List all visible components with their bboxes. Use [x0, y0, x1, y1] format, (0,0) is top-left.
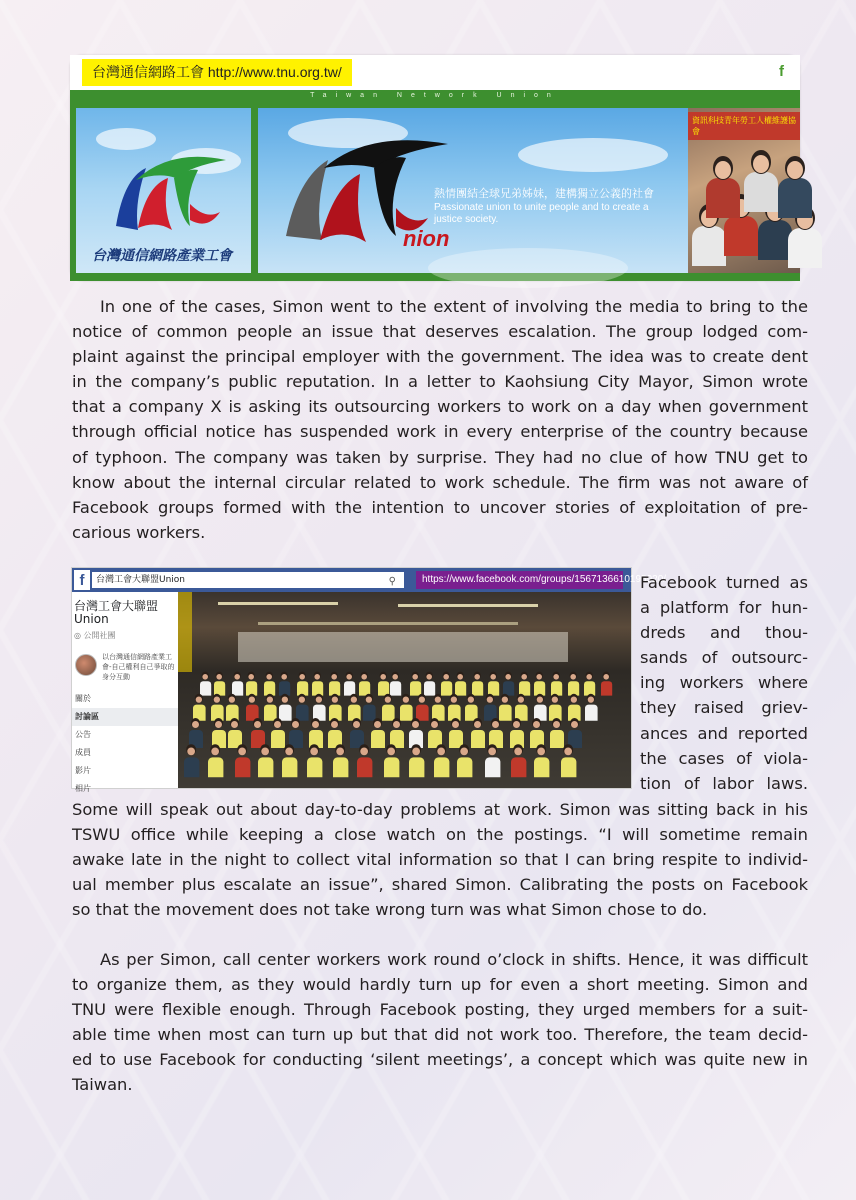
banner-header — [70, 55, 800, 90]
slogan-english: Passionate union to unite people and to create a justice society. — [434, 202, 649, 225]
website-url-label: 台灣通信網路工會 http://www.tnu.org.tw/ — [82, 59, 352, 86]
menu-item-members[interactable]: 成員 — [75, 748, 91, 757]
tnu-website-banner — [70, 55, 800, 281]
facebook-top-bar — [72, 568, 667, 592]
text-line: know about the internal circular related to work schedule. The firm was not aware of — [72, 472, 808, 492]
facebook-search-input[interactable] — [92, 572, 404, 588]
menu-item-photos[interactable]: 相片 — [75, 784, 91, 793]
group-menu — [72, 690, 178, 798]
menu-item-videos[interactable]: 影片 — [75, 766, 91, 775]
banner-body — [70, 102, 800, 281]
text-line: Facebook turned as — [640, 573, 808, 592]
text-line: Some will speak out about day-to-day problems at work. Simon was sitting back in his — [72, 800, 808, 819]
text-line: TSWU office while keeping a close watch on the postings. “I will sometime remain — [72, 825, 808, 845]
slogan-panel — [258, 108, 688, 273]
group-name-en: Union — [74, 612, 109, 626]
paragraph-simon-monitoring — [72, 797, 808, 922]
search-value: 台灣工會大聯盟Union — [96, 575, 186, 585]
text-line: awake late in the night to collect vital information so that I can bring respite to individ- — [72, 850, 808, 870]
text-line: Taiwan. — [72, 1075, 133, 1095]
text-line: that a company X is asking its outsourcing workers to work on a day when government — [72, 397, 808, 417]
group-privacy-label: ◎ 公開社團 — [74, 631, 116, 640]
facebook-icon: f — [779, 63, 784, 80]
text-line: to organize them, as they would hardly turn up for even a short meeting. Simon and — [72, 975, 808, 995]
text-line: TNU were flexible enough. Through Facebook posting, they urged members for a suit- — [72, 1000, 808, 1020]
text-line: so that the movement does not take wrong turn was what Simon chose to do. — [72, 900, 708, 920]
text-line: able time when most can turn up but that did not work too. Therefore, the team decid- — [72, 1025, 808, 1045]
text-line: carious workers. — [72, 522, 206, 542]
slogan-chinese: 熱情團結全球兄弟姊妹，建構獨立公義的社會 — [434, 187, 654, 200]
facebook-group-screenshot — [71, 567, 667, 793]
text-line: ances and reported — [640, 723, 808, 743]
text-line: In one of the cases, Simon went to the extent of involving the media to bring to the — [100, 297, 808, 316]
text-line: they raised griev- — [640, 698, 808, 718]
text-line: notice of common people an issue that deserves escalation. The group lodged com- — [72, 322, 808, 342]
text-line: of typhoon. The company was taken by surprise. They had no clue of how TNU get to — [72, 447, 808, 467]
text-line: ing workers where — [640, 673, 808, 693]
menu-item-discussion[interactable]: 討論區 — [72, 708, 178, 726]
calligraphy-text: 台灣通信網路產業工會 — [92, 248, 232, 264]
text-line: plaint against the principal employer with the government. The idea was to create dent — [72, 347, 808, 367]
text-line: the cases of viola- — [640, 748, 808, 768]
text-line: As per Simon, call center workers work round o’clock in shifts. Hence, it was difficult — [100, 950, 808, 969]
avatar[interactable] — [75, 654, 97, 676]
text-line: Facebook groups formed with the intention to uncover stories of exploitation of pre- — [72, 497, 808, 517]
text-line: dreds and thou- — [640, 623, 808, 643]
menu-item-announcements[interactable]: 公告 — [75, 730, 91, 739]
group-url-label: https://www.facebook.com/groups/1567136610195920/ — [416, 571, 623, 589]
group-name[interactable] — [74, 600, 158, 626]
search-icon[interactable]: ⚲ — [388, 576, 396, 587]
text-line: in the company’s public reputation. In a letter to Kaohsiung City Mayor, Simon wrote — [72, 372, 808, 392]
union-members-photo — [688, 108, 800, 273]
facebook-group-sidebar — [72, 592, 178, 793]
group-name-zh: 台灣工會大聯盟 — [74, 599, 159, 613]
text-line: ual member plus escalate an issue”, shared Simon. Calibrating the posts on Facebook — [72, 875, 808, 895]
paragraph-media-case — [72, 294, 808, 545]
text-line: a platform for hun- — [640, 598, 808, 618]
logo-panel — [76, 108, 251, 273]
logo-suffix-text: nion — [403, 226, 450, 251]
station-banner — [238, 632, 568, 662]
menu-item-about[interactable]: 關於 — [75, 694, 91, 703]
acting-as-label: 以台灣通信網路產業工會-自己權利自己爭取的身分互動 — [102, 653, 175, 681]
text-line: through official notice has suspended work in every enterprise of the country because — [72, 422, 808, 442]
text-line: tion of labor laws. — [640, 773, 808, 793]
group-cover-photo — [178, 592, 631, 788]
paragraph-facebook-platform — [640, 570, 808, 796]
banner-strip-title: Taiwan Network Union — [70, 90, 800, 102]
paragraph-silent-meetings — [72, 947, 808, 1098]
text-line: sands of outsourc- — [640, 648, 808, 668]
facebook-logo-icon: f — [74, 570, 90, 590]
banner-sign: 資訊科技青年勞工人權維護協會 — [688, 112, 800, 140]
text-line: ed to use Facebook for conducting ‘silent meetings’, a concept which was quite new in — [72, 1050, 808, 1070]
